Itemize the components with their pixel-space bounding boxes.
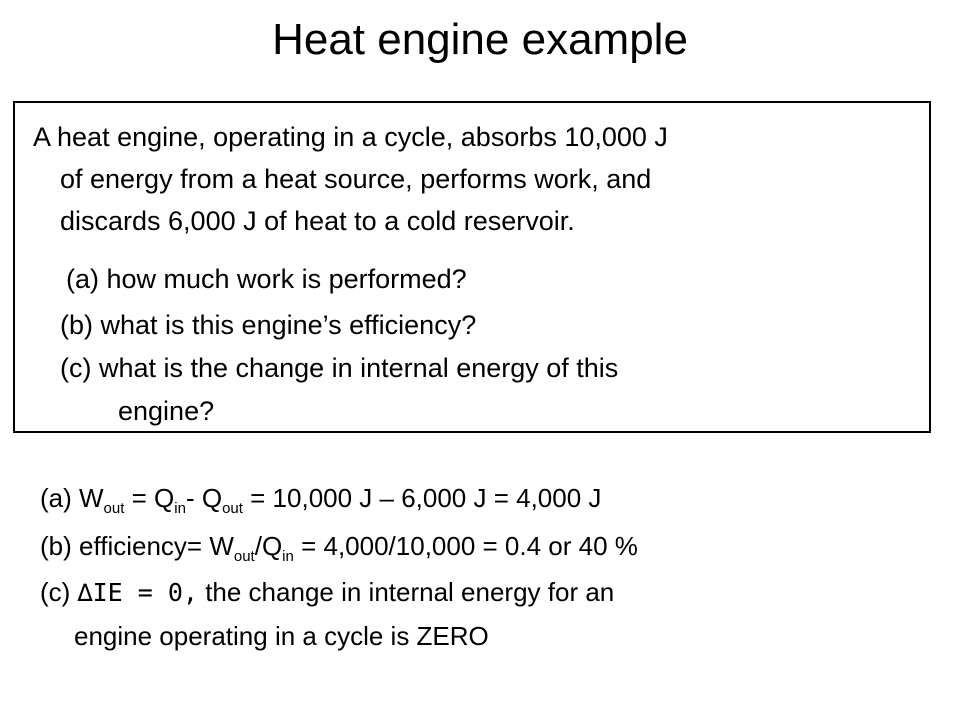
answer-b-sub-in: in (282, 548, 294, 565)
answer-c-rest: the change in internal energy for an (197, 577, 615, 607)
answer-c-continuation: engine operating in a cycle is ZERO (74, 621, 489, 651)
answer-b-rest: = 4,000/10,000 = 0.4 or 40 % (293, 531, 638, 561)
answer-a-sub-out-2: out (222, 500, 243, 517)
answer-a-prefix: (a) W (40, 483, 104, 513)
answer-a-eq2: - Q (185, 483, 223, 513)
slide-title: Heat engine example (272, 15, 688, 64)
answer-b (40, 528, 638, 564)
question-b: (b) what is this engine’s efficiency? (60, 310, 477, 340)
problem-statement-line-1: A heat engine, operating in a cycle, absorbs 10,000 J (33, 122, 668, 152)
answer-c (40, 574, 614, 611)
answer-b-eq1: /Q (254, 531, 283, 561)
answer-a-sub-in: in (174, 500, 186, 517)
answer-a-rest: = 10,000 J – 6,000 J = 4,000 J (242, 483, 602, 513)
answer-a-sub-out: out (103, 500, 125, 517)
question-a: (a) how much work is performed? (66, 264, 467, 294)
answer-b-prefix: (b) efficiency= W (40, 531, 234, 561)
problem-statement-line-2: of energy from a heat source, performs work, and (60, 164, 652, 194)
delta-ie-formula: ∆IE = 0, (77, 578, 198, 607)
answer-a-eq1: = Q (124, 483, 175, 513)
question-c-continuation: engine? (118, 396, 215, 426)
answer-c-prefix: (c) (40, 577, 78, 607)
question-c: (c) what is the change in internal energy of this (60, 353, 619, 383)
problem-statement-line-3: discards 6,000 J of heat to a cold reservoir. (60, 206, 575, 236)
answer-a (40, 480, 601, 516)
answer-b-sub-out: out (233, 548, 255, 565)
